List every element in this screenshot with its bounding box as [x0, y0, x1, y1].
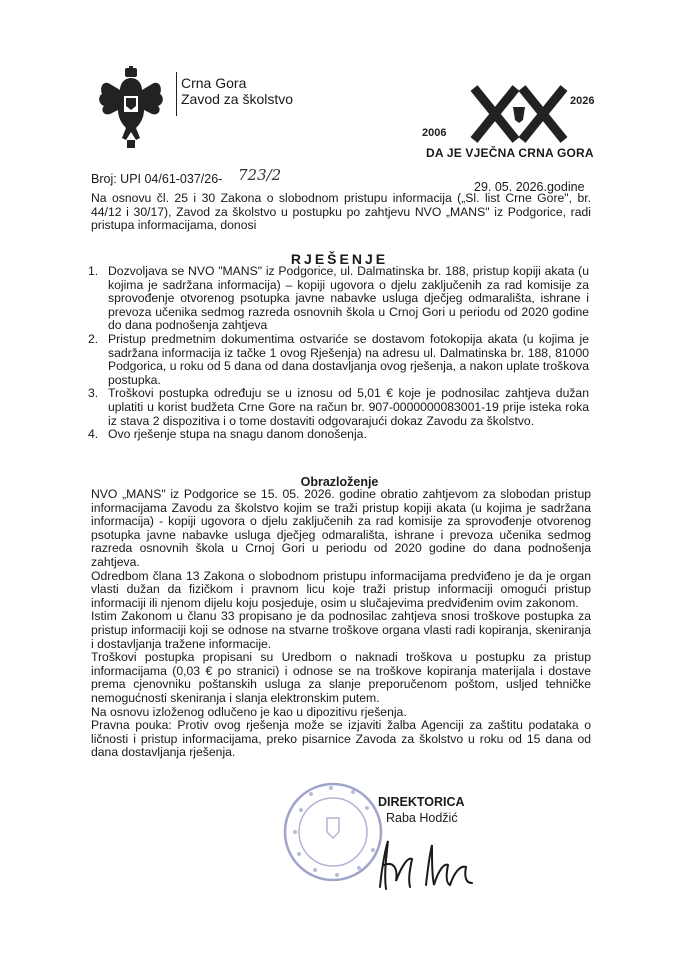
reference-number: Broj: UPI 04/61-037/26- [91, 172, 223, 186]
reasoning-paragraph: Pravna pouka: Protiv ovog rješenja može se izjaviti žalba Agenciji za zaštitu podataka o ličnosti i pristup informacijama, preko pisarnice Zavoda za školstvo u roku od 15 dana od dana dostavljanja rješenja. [91, 718, 591, 760]
org-institution: Zavod za školstvo [181, 91, 294, 107]
decision-item: 2. Pristup predmetnim dokumentima ostvariće se dostavom fotokopija akata (u kojima je sadržana informacija iz tačke 1 ovog Rješenja) na adresu ul. Dalmatinska br. 188, 81000 Podgorica, u roku od 5 dana od dana dostavljanja ovog rješenja, a nakon uplate troškova postupka. [88, 331, 589, 387]
anniversary-year-start: 2006 [422, 127, 447, 139]
decision-heading: RJEŠENJE [290, 251, 389, 267]
reasoning-heading: Obrazloženje [300, 475, 379, 489]
signatory-name: Raba Hodžić [386, 811, 458, 825]
intro-paragraph: Na osnovu čl. 25 i 30 Zakona o slobodnom pristupu informacija („Sl. list Crne Gore", br. 44/12 i 30/17), Zavod za školstvo u postupku po zahtjevu NVO „MANS" iz Podgorice, radi pristupa informacijama, donosi [91, 191, 591, 233]
anniversary-motto: DA JE VJEČNA CRNA GORA [426, 146, 594, 160]
reference-handwritten: 723/2 [238, 166, 282, 184]
org-country: Crna Gora [181, 75, 247, 91]
coat-of-arms-icon [96, 66, 166, 150]
reasoning-body [91, 488, 591, 760]
decision-items [88, 264, 589, 442]
anniversary-year-end: 2026 [570, 95, 595, 107]
handwritten-signature-icon [372, 835, 482, 895]
reasoning-paragraph: NVO „MANS" iz Podgorice se 15. 05. 2026. godine obratio zahtjevom za slobodan pristup informacijama Zavodu za školstvo kojim se traži pristup kopiji akata (u kojima je sadržana informacija) - kopiji ugovora o djelu zaključenih za rad komisije za sprovođenje otvorenog psotupka javne nabavke usluga dječjeg odmarališta, ishrane i prevoza učenika sedmog razreda osnovnih škola u Crnoj Gori u periodu od 2020 godine do dana podnošenja zahtjeva. [91, 487, 591, 569]
document-date: 29. 05. 2026.godine [474, 180, 585, 194]
signatory-title: DIREKTORICA [378, 795, 465, 809]
reasoning-paragraph: Istim Zakonom u članu 33 propisano je da podnosilac zahtjeva snosi troškove postupka za pristup informaciji koji se odnose na stvarne troškove organa vlasti radi kopiranja, skeniranja i dostavljanja tražene informacije. [91, 609, 591, 651]
decision-item: 1. Dozvoljava se NVO "MANS" iz Podgorice, ul. Dalmatinska br. 188, pristup kopiji akata (u kojima je sadržana informacija) – kopiji ugovora o djelu zaključenih za rad komisije za sprovođenje otvorenog psotupka javne nabavke usluga dječjeg odmarališta, ishrane i prevoza učenika sedmog razreda osnovnih škola u Crnoj Gori u periodu od 2020 godine do dana podnošenja zahtjeva [88, 264, 589, 333]
official-stamp-icon [281, 780, 385, 884]
reasoning-paragraph: Na osnovu izloženog odlučeno je kao u dipozitivu rješenja. [91, 704, 407, 719]
reasoning-paragraph: Odredbom člana 13 Zakona o slobodnom pristupu informacijama predviđeno je da je organ vlasti dužan da fizičkom i pravnom licu koje traži pristup informaciji omogući pristup informaciji ili njenom dijelu koju posjeduje, osim u slučajevima predviđenim ovim zakonom. [91, 568, 591, 610]
decision-item: 3. Troškovi postupka određuju se u iznosu od 5,01 € koje je podnosilac zahtjeva dužan uplatiti u korist budžeta Crne Gore na račun br. 907-0000000083001-19 prije isteka roka iz stava 2 dispozitiva i o tome dostaviti odgovarajući dokaz Zavodu za školstvo. [88, 386, 589, 428]
decision-item: 4. Ovo rješenje stupa na snagu danom donošenja. [88, 427, 367, 442]
reasoning-paragraph: Troškovi postupka propisani su Uredbom o naknadi troškova u postupku za pristup informacijama (0,03 € po stranici) i odnose se na troškove kopiranja materijala i dostave prema cjenovniku poštanskih usluga za slanje preporučenom poštom, usljed tehničke nemogućnosti skeniranja i slanja elektronskim putem. [91, 650, 591, 705]
header-divider [176, 72, 177, 116]
